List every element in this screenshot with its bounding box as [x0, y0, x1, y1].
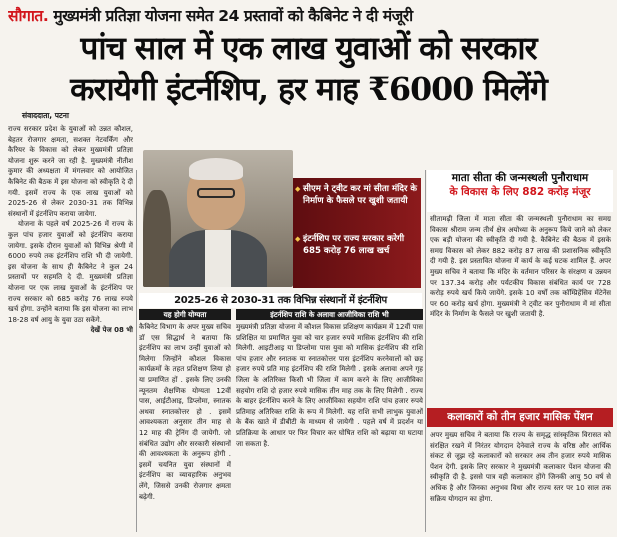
- qualification-column: [139, 322, 231, 530]
- artist-pension-column: [430, 430, 611, 534]
- highlight-text-1: सीएम ने ट्वीट कर मां सीता मंदिर के निर्माण के फैसले पर खुशी जतायी: [303, 184, 417, 206]
- article-paragraph-2: योजना के पहले वर्ष 2025-26 में राज्य के कुल पांच हजार युवाओं को इंटर्नशिप कराया जायेगा. इसके दौरान युवाओं को विभिन्न श्रेणी में 6000 रुपये तक इंटर्नशिप राशि भी दी जायेगी. इस योजना के साथ ही कैबिनेट ने कुल 24 प्रस्तावों पर सहमति दे दी. मुख्यमंत्री प्रतिज्ञा योजना पर एक लाख युवाओं के इंटर्नशिप पर राज्य सरकार को 685 करोड़ 76 लाख रुपये खर्च होगा. उन्होंने बताया कि इस योजना का लाभ 18-28 वर्ष आयु के युवा उठा सकेंगे.: [8, 220, 133, 324]
- guard-figure: [143, 190, 171, 287]
- headline-line-2: करायेगी इंटर्नशिप, हर माह ₹6000 मिलेंगे: [70, 70, 547, 108]
- glasses-shape: [197, 188, 235, 198]
- stipend-text: मुख्यमंत्री प्रतिज्ञा योजना में कौशल विकास प्रशिक्षण कार्यक्रम में 12वीं पास प्रशिक्षित या प्रमाणित युवा को चार हजार रुपये मासिक इंटर्नशिप की राशि मिलेगी. आइटीआइ या डिप्लोमा पास युवा को मासिक इंटर्नशिप की राशि पांच हजार और स्नातक या स्नातकोत्तर पास इंटर्नशिप करनेवालों को छह हजार रुपये प्रति माह इंटर्नशिप की राशि मिलेगी . इसके अलावा अपने गृह जिला के अतिरिक्त किसी भी जिला में काम करने के लिए आजीविका सहयोग राशि दो हजार रुपये मासिक तीन माह तक के लिए मिलेगी . राज्य के बाहर इंटर्नशिप करने के लिए आजीविका सहयोग राशि पांच हजार रुपये प्रतिमाह अतिरिक्त राशि के रूप में मिलेगी. यह राशि सभी लाभुक युवाओं के बैंक खाते में डीबीटी के माध्यम से जायेगी . पहले वर्ष में प्रदर्शन या प्रतिक्रिया के आधार पर फिर विचार कर घोषित राशि को बढ़ाया या घटाया जा सकता है.: [236, 323, 423, 448]
- byline: संवाददाता, पटना: [22, 111, 69, 120]
- stipend-column: [236, 322, 423, 530]
- column-divider: [425, 170, 426, 532]
- section-banner: 2025-26 से 2030-31 तक विभिन्न संस्थानों में इंटर्नशिप: [139, 293, 422, 308]
- qualification-heading: यह होगी योग्यता: [139, 309, 231, 320]
- column-divider: [136, 170, 137, 532]
- main-headline: [3, 28, 614, 110]
- sita-heading-line-1: माता सीता की जन्मस्थली पुनौराधाम: [451, 172, 589, 184]
- stipend-heading: इंटर्नशिप राशि के अलावा आजीविका राशि भी: [236, 309, 423, 320]
- highlight-text-2: इंटर्नशिप पर राज्य सरकार करेगी 685 करोड़ 76 लाख खर्च: [303, 234, 405, 256]
- chief-minister-photo: [143, 150, 293, 287]
- hair-shape: [189, 158, 243, 180]
- article-paragraph-1: राज्य सरकार प्रदेश के युवाओं को उन्नत कौशल, बेहतर रोजगार क्षमता, सशक्त नेटवर्किंग और कैरियर के विकास को लेकर मुख्यमंत्री प्रतिज्ञा योजना शुरू करने जा रही है. मुख्यमंत्री नीतीश कुमार की अध्यक्षता में मंगलवार को आयोजित कैबिनेट की बैठक में इस योजना को स्वीकृति दे दी गयी. इसमें राज्य के एक लाख युवाओं को 2025-26 से लेकर 2030-31 तक विभिन्न संस्थानों में इंटर्नशिप कराया जायेगा.: [8, 125, 133, 218]
- bullet-icon: ◆: [295, 235, 301, 243]
- top-kicker-line: [8, 4, 614, 28]
- qualification-text: कैबिनेट विभाग के अपर मुख्य सचिव डॉ एस सिद्धार्थ ने बताया कि इंटर्नशिप का लाभ उन्हीं युवाओं को मिलेगा जिन्होंने कौशल विकास कार्यक्रमों के तहत प्रशिक्षण लिया हो या प्रमाणित हों . इसके लिए उनकी न्यूनतम शैक्षणिक योग्यता 12वीं पास, आईटीआइ, डिप्लोमा, स्नातक अथवा स्नातकोत्तर हो . इसमें आवश्यकता अनुसार तीन माह से 12 माह की ट्रेनिंग दी जायेगी. जो संबंधित उद्योग और सरकारी संस्थानों की आवश्यकता के अनुरूप होगी . इसमें चयनित युवा संस्थानों में इंटर्नशिप का व्यावहारिक अनुभव लेंगे, जिससे उनकी रोजगार क्षमता बढ़ेगी.: [139, 323, 231, 501]
- sita-temple-text: सीतामढ़ी जिला में माता सीता की जन्मस्थली पुनौराधाम का समग्र विकास श्रीराम जन्म तीर्थ क्षेत्र अयोध्या के अनुरूप किये जाने को लेकर एक बड़ी योजना की स्वीकृति दी गयी है. कैबिनेट की बैठक में इसके समग्र विकास को लेकर 882 करोड़ 87 लाख की प्रशासनिक स्वीकृति दी गयी है. इस प्रस्तावित योजना में कार्य के कई घटक शामिल हैं. अपर मुख्य सचिव ने बताया कि मंदिर के वर्तमान परिसर के संरक्षण व उन्नयन पर 137.34 करोड़ और पर्यटकीय विकास संबंधित कार्य पर 728 करोड़ रुपये खर्च किये जायेंगे. इसके 10 वर्षों तक कॉम्प्रिहेंसिव मेंटेनेंस पर 60 करोड़ खर्च होगा. मुख्यमंत्री ने ट्वीट कर पुनौराधाम में मां सीता मंदिर के निर्माण के फैसले पर खुशी जतायी है.: [430, 215, 611, 319]
- sita-heading-line-2: के विकास के लिए 882 करोड़ मंजूर: [449, 186, 591, 198]
- highlight-box: [293, 178, 421, 288]
- artist-pension-heading: कलाकारों को तीन हजार मासिक पेंशन: [427, 408, 613, 427]
- kicker-text: मुख्यमंत्री प्रतिज्ञा योजना समेत 24 प्रस्तावों को कैबिनेट ने दी मंजूरी: [53, 7, 413, 25]
- headline-line-1: पांच साल में एक लाख युवाओं को सरकार: [80, 29, 537, 67]
- article-column-main: [8, 124, 133, 530]
- shirt-shape: [205, 230, 231, 287]
- kicker-label: सौगात.: [8, 7, 49, 25]
- sita-temple-heading: [427, 170, 613, 212]
- continued-note: देखें पेज 08 भी: [90, 326, 133, 335]
- sita-temple-column: [430, 214, 611, 414]
- artist-pension-text: अपर मुख्य सचिव ने बताया कि राज्य के समृद्ध सांस्कृतिक विरासत को संरक्षित रखने में निरंतर योगदान देनेवाले राज्य के वरिष्ठ और आर्थिक संकट से जूझ रहे कलाकारों को सरकार अब तीन हजार रुपये मासिक पेंशन देगी. इसके लिए सरकार ने मुख्यमंत्री कलाकार पेंशन योजना की स्वीकृति दी है. इससे पात्र वही कलाकार होंगे जिनकी आयु 50 वर्ष से अधिक है और जिनका अनुभव विधा और राज्य स्तर पर 10 साल तक सक्रिय योगदान का होगा.: [430, 431, 611, 503]
- bullet-icon: ◆: [295, 185, 301, 193]
